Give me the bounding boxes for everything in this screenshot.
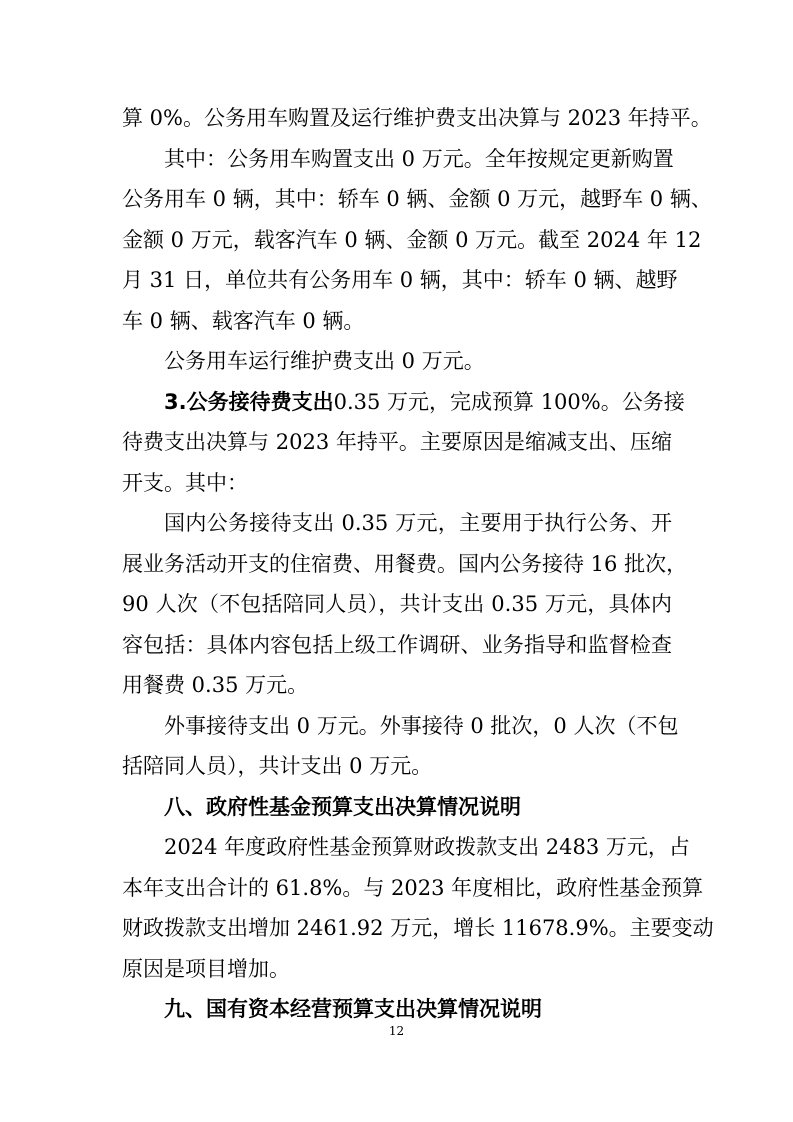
paragraph-line: 月 31 日，单位共有公务用车 0 辆，其中：轿车 0 辆、越野	[122, 268, 678, 292]
paragraph-line: 待费支出决算与 2023 年持平。主要原因是缩减支出、压缩	[122, 430, 672, 454]
paragraph-line	[164, 387, 685, 417]
paragraph-line: 开支。其中：	[122, 471, 248, 495]
paragraph-text: 0.35 万元，完成预算 100%。公务接	[333, 390, 685, 414]
paragraph-line: 国内公务接待支出 0.35 万元，主要用于执行公务、开	[164, 511, 672, 535]
paragraph-line: 算 0%。公务用车购置及运行维护费支出决算与 2023 年持平。	[122, 106, 712, 130]
paragraph-line: 车 0 辆、载客汽车 0 辆。	[122, 309, 365, 333]
page-number: 12	[388, 1024, 405, 1038]
section-heading: 八、政府性基金预算支出决算情况说明	[164, 795, 521, 819]
paragraph-line: 本年支出合计的 61.8%。与 2023 年度相比，政府性基金预算	[122, 876, 704, 900]
paragraph-line: 展业务活动开支的住宿费、用餐费。国内公务接待 16 批次，	[122, 552, 688, 576]
paragraph-line: 金额 0 万元，载客汽车 0 辆、金额 0 万元。截至 2024 年 12	[122, 228, 702, 252]
paragraph-line: 括陪同人员），共计支出 0 万元。	[122, 754, 433, 778]
section-heading-inline: 3.公务接待费支出	[164, 390, 334, 414]
paragraph-line: 2024 年度政府性基金预算财政拨款支出 2483 万元，占	[164, 835, 690, 859]
paragraph-line: 财政拨款支出增加 2461.92 万元，增长 11678.9%。主要变动	[122, 916, 714, 940]
paragraph-line: 容包括：具体内容包括上级工作调研、业务指导和监督检查	[122, 633, 672, 657]
paragraph-line: 外事接待支出 0 万元。外事接待 0 批次，0 人次（不包	[164, 714, 679, 738]
paragraph-line: 用餐费 0.35 万元。	[122, 673, 309, 697]
section-heading: 九、国有资本经营预算支出决算情况说明	[164, 997, 542, 1021]
paragraph-line: 公务用车运行维护费支出 0 万元。	[164, 349, 485, 373]
paragraph-line: 原因是项目增加。	[122, 957, 290, 981]
paragraph-line: 其中：公务用车购置支出 0 万元。全年按规定更新购置	[164, 147, 674, 171]
paragraph-line: 公务用车 0 辆，其中：轿车 0 辆、金额 0 万元，越野车 0 辆、	[122, 187, 712, 211]
paragraph-line: 90 人次（不包括陪同人员），共计支出 0.35 万元，具体内	[122, 592, 672, 616]
